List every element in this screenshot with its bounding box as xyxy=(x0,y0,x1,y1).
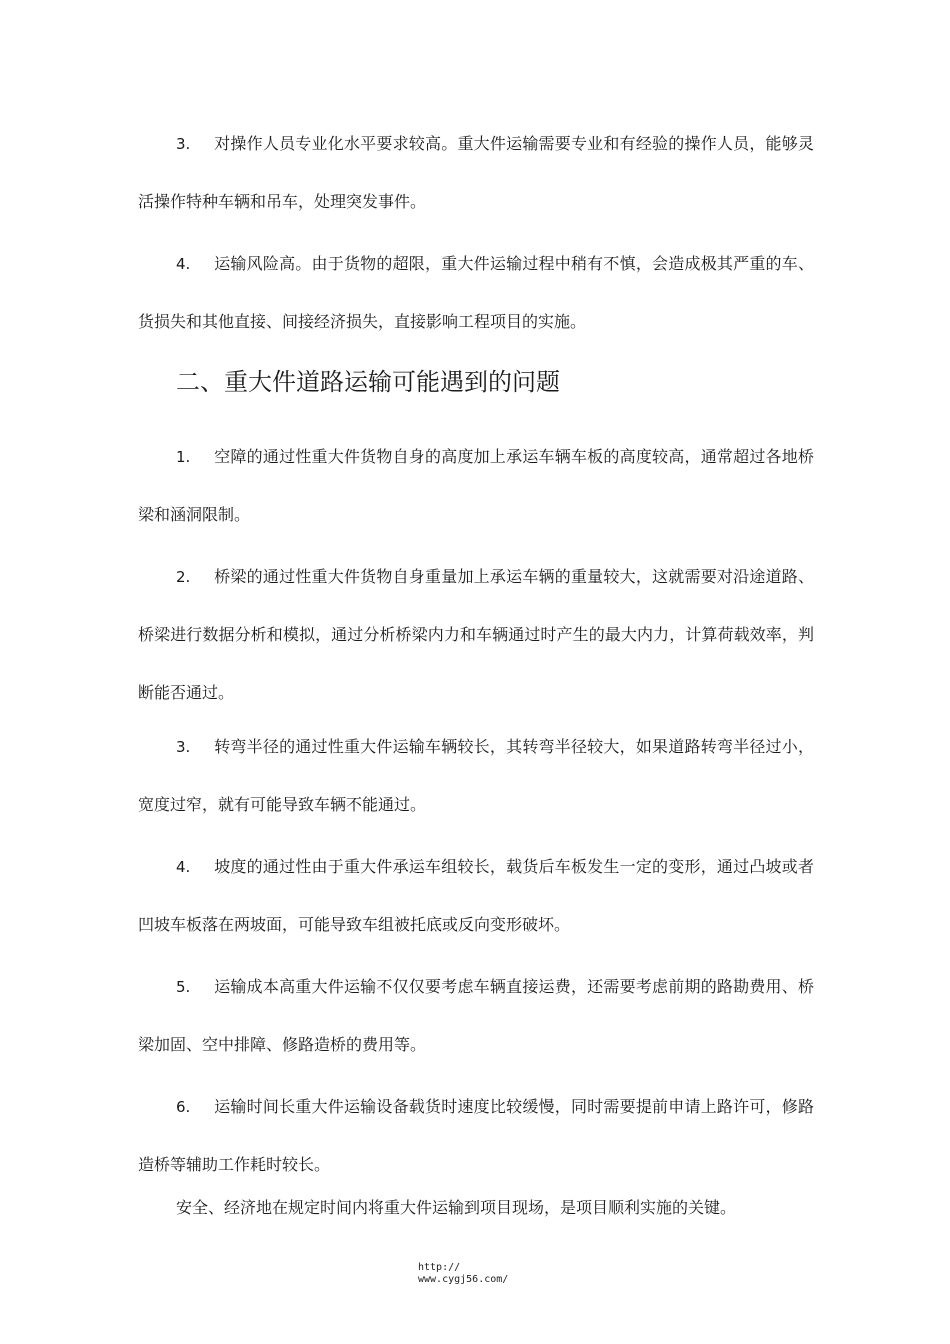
item-number: 6. xyxy=(176,1098,191,1116)
item-number: 2. xyxy=(176,568,191,586)
footer-url-line1: http:// xyxy=(418,1262,461,1273)
item-text: 对操作人员专业化水平要求较高。重大件运输需要专业和有经验的操作人员，能够灵活操作特种车辆和吊车，处理突发事件。 xyxy=(138,134,814,211)
list-item-duration xyxy=(138,1078,814,1194)
item-text: 空障的通过性重大件货物自身的高度加上承运车辆车板的高度较高，通常超过各地桥梁和涵洞限制。 xyxy=(138,447,814,524)
list-item-operator-skill xyxy=(138,115,814,231)
list-item-cost xyxy=(138,958,814,1074)
item-text: 运输时间长重大件运输设备载货时速度比较缓慢，同时需要提前申请上路许可，修路造桥等辅助工作耗时较长。 xyxy=(138,1097,814,1174)
closing-paragraph: 安全、经济地在规定时间内将重大件运输到项目现场，是项目顺利实施的关键。 xyxy=(176,1198,737,1217)
item-text: 桥梁的通过性重大件货物自身重量加上承运车辆的重量较大，这就需要对沿途道路、桥梁进行数据分析和模拟，通过分析桥梁内力和车辆通过时产生的最大内力，计算荷载效率，判断能否通过。 xyxy=(138,567,814,702)
item-number: 5. xyxy=(176,978,191,996)
list-item-turning-radius xyxy=(138,718,814,834)
item-number: 1. xyxy=(176,448,191,466)
item-number: 3. xyxy=(176,738,191,756)
list-item-transport-risk xyxy=(138,235,814,351)
item-text: 转弯半径的通过性重大件运输车辆较长，其转弯半径较大，如果道路转弯半径过小，宽度过窄，就有可能导致车辆不能通过。 xyxy=(138,737,814,814)
footer-url[interactable] xyxy=(418,1262,508,1286)
list-item-bridge xyxy=(138,548,814,722)
item-number: 3. xyxy=(176,135,191,153)
list-item-clearance xyxy=(138,428,814,544)
item-text: 运输风险高。由于货物的超限，重大件运输过程中稍有不慎，会造成极其严重的车、货损失和其他直接、间接经济损失，直接影响工程项目的实施。 xyxy=(138,254,814,331)
item-text: 坡度的通过性由于重大件承运车组较长，载货后车板发生一定的变形，通过凸坡或者凹坡车板落在两坡面，可能导致车组被托底或反向变形破坏。 xyxy=(138,857,814,934)
section-heading: 二、重大件道路运输可能遇到的问题 xyxy=(176,368,560,396)
list-item-slope xyxy=(138,838,814,954)
item-text: 运输成本高重大件运输不仅仅要考虑车辆直接运费，还需要考虑前期的路勘费用、桥梁加固、空中排障、修路造桥的费用等。 xyxy=(138,977,814,1054)
item-number: 4. xyxy=(176,255,191,273)
footer-url-line2: www.cygj56.com/ xyxy=(418,1274,509,1285)
item-number: 4. xyxy=(176,858,191,876)
